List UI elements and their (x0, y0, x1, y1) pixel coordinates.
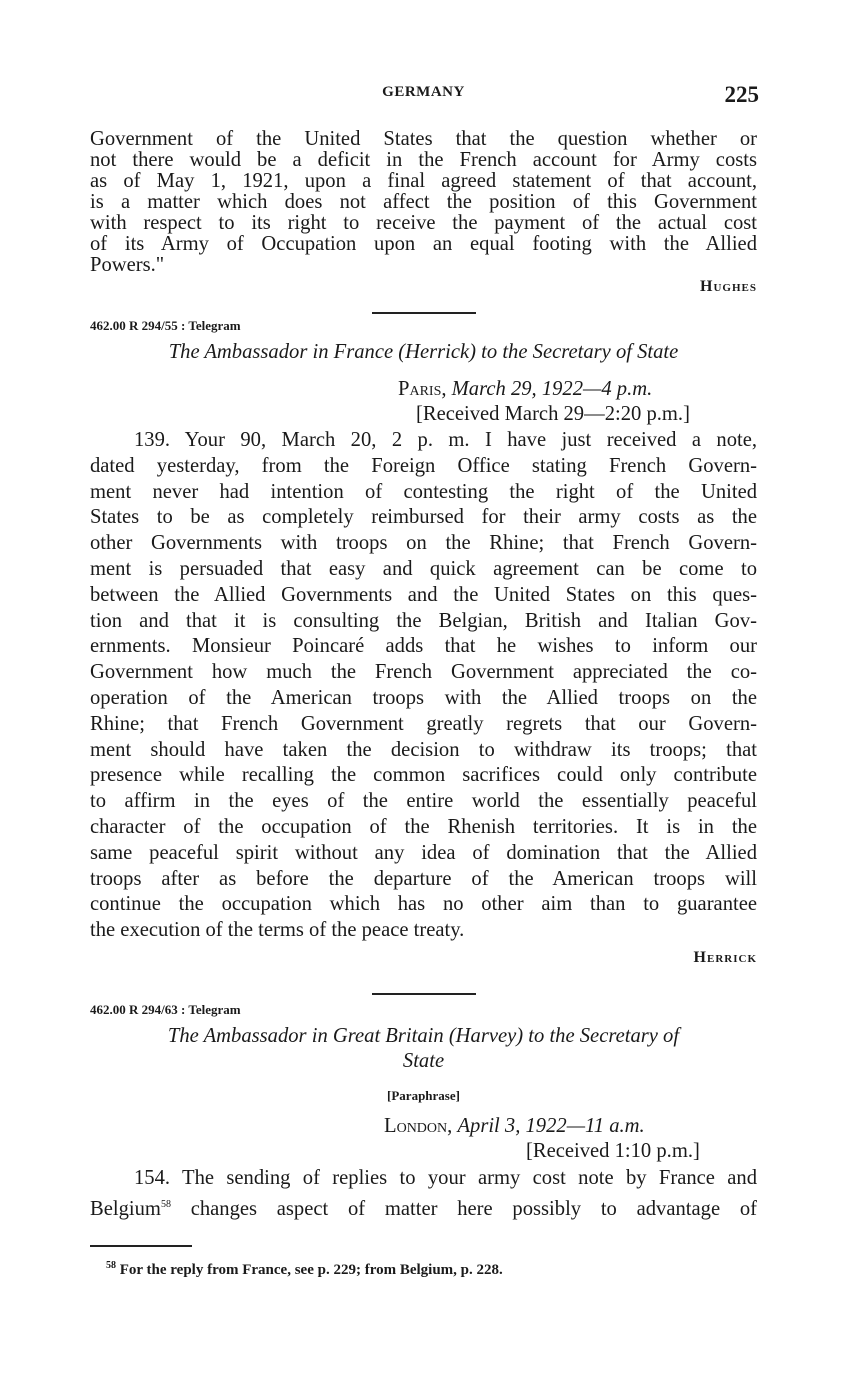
text-run: Belgium (90, 1197, 161, 1220)
text-line: continue the occupation which has no other aim than to guarantee (90, 893, 757, 916)
text-line: presence while recalling the common sacrifices could only contribute (90, 764, 757, 787)
dateline-date: March 29, 1922—4 p.m. (451, 378, 653, 400)
text-line: character of the occupation of the Rhenish territories. It is in the (90, 815, 757, 838)
text-line: Government of the United States that the question whether or (90, 128, 757, 150)
text-line: Government how much the French Government appreciated the co- (90, 661, 757, 684)
text-line: between the Allied Governments and the United States on this ques- (90, 583, 757, 606)
text-line: troops after as before the departure of the American troops will (90, 867, 757, 890)
page-number: 225 (724, 82, 759, 107)
received-line: [Received March 29—2:20 p.m.] (416, 403, 690, 425)
text-line: operation of the American troops with the Allied troops on the (90, 686, 757, 709)
running-head: GERMANY (382, 84, 465, 100)
document-title-line-1: The Ambassador in Great Britain (Harvey) to the Secretary of (167, 1025, 680, 1047)
footnote-rule (90, 1245, 192, 1247)
text-line: ment never had intention of contesting the right of the United (90, 480, 757, 503)
separator-rule-2 (90, 993, 757, 995)
text-line: Rhine; that French Government greatly regrets that our Govern- (90, 712, 757, 735)
text-line: with respect to its right to receive the payment of the actual cost (90, 212, 757, 234)
text-line: Powers." (90, 254, 165, 276)
footnote-marker: 58 (160, 1198, 171, 1210)
paraphrase-note: [Paraphrase] (387, 1088, 460, 1103)
received-line: [Received 1:10 p.m.] (526, 1140, 700, 1162)
signature-herrick: Herrick (693, 948, 757, 966)
file-reference: 462.00 R 294/63 : Telegram (90, 1002, 241, 1017)
previous-document-tail (90, 129, 757, 296)
text-line: 154. The sending of replies to your army cost note by France and (134, 1167, 757, 1189)
dateline-place: London, (384, 1115, 453, 1137)
text-line: of its Army of Occupation upon an equal footing with the Allied (90, 233, 757, 255)
text-line: States to be as completely reimbursed for their army costs as the (90, 506, 757, 529)
paragraph-hughes (90, 129, 757, 276)
dateline-place: Paris, (398, 378, 447, 400)
text-line: other Governments with troops on the Rhine; that French Govern- (90, 532, 757, 555)
text-line: not there would be a deficit in the French account for Army costs (90, 149, 757, 171)
footnote (90, 1260, 757, 1279)
file-reference: 462.00 R 294/55 : Telegram (90, 318, 241, 333)
text-run: changes aspect of matter here possibly to advantage of (170, 1197, 757, 1220)
text-line: ment should have taken the decision to withdraw its troops; that (90, 738, 757, 761)
text-line: the execution of the terms of the peace treaty. (90, 919, 465, 942)
text-line: ment is persuaded that easy and quick agreement can be come to (90, 557, 757, 580)
text-line: 139. Your 90, March 20, 2 p. m. I have just received a note, (134, 429, 757, 451)
separator-rule-1 (90, 312, 757, 314)
paragraph-154 (90, 1166, 757, 1222)
document-harvey (90, 1002, 757, 1222)
paragraph-139 (90, 428, 757, 944)
page-header (90, 82, 757, 112)
dateline-date: April 3, 1922—11 a.m. (457, 1115, 645, 1137)
document-title: The Ambassador in France (Herrick) to the Secretary of State (168, 341, 679, 363)
text-line: is a matter which does not affect the position of this Government (90, 191, 757, 213)
text-line: tion and that it is consulting the Belgian, British and Italian Gov- (90, 609, 757, 632)
dateline (90, 377, 757, 402)
footnote-text: For the reply from France, see p. 229; from Belgium, p. 228. (116, 1261, 503, 1278)
text-line: same peaceful spirit without any idea of domination that the Allied (90, 841, 757, 864)
text-line: as of May 1, 1921, upon a final agreed statement of that account, (90, 170, 757, 192)
text-line: dated yesterday, from the Foreign Office stating French Govern- (90, 454, 757, 477)
dateline (90, 1114, 757, 1139)
text-line: to affirm in the eyes of the entire world the essentially peaceful (90, 790, 757, 813)
footnote-marker: 58 (106, 1259, 116, 1271)
text-line (90, 1192, 757, 1223)
footnote-area (90, 1245, 757, 1279)
document-title-line-2: State (402, 1050, 445, 1072)
signature-hughes: Hughes (700, 278, 757, 295)
document-herrick (90, 318, 757, 967)
text-line: ernments. Monsieur Poincaré adds that he wishes to inform our (90, 635, 757, 658)
